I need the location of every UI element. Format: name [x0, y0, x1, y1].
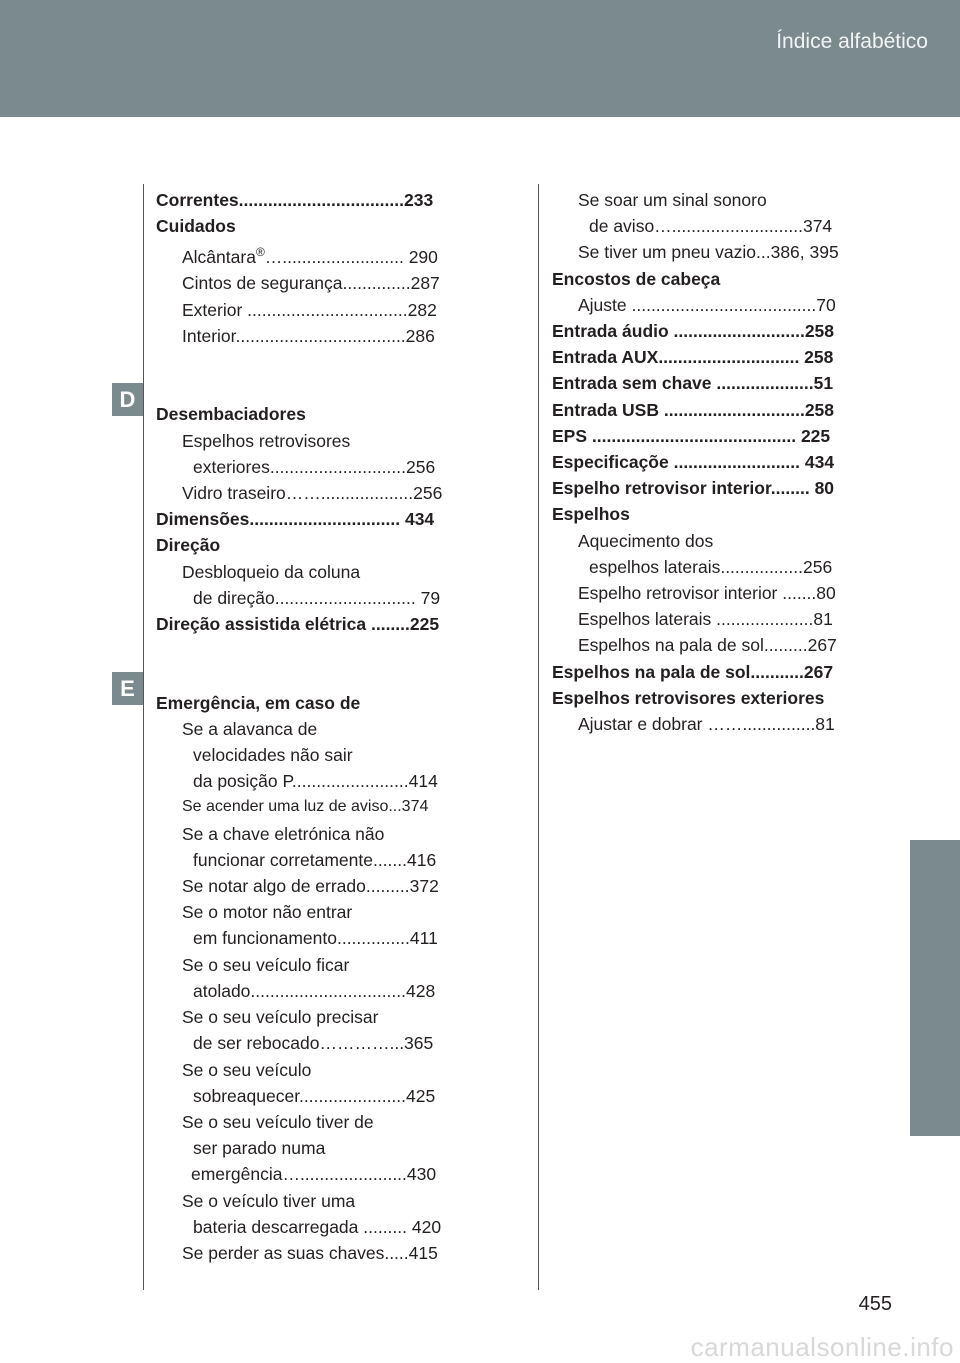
index-entry: Espelho retrovisor interior........ 80 — [552, 478, 835, 499]
index-entry: Entrada áudio ...........................258 — [552, 321, 835, 342]
letter-tab-d: D — [112, 383, 143, 416]
index-entry: de ser rebocado…………...365 — [193, 1033, 434, 1054]
index-entry: Espelhos na pala de sol...........267 — [552, 661, 834, 682]
index-entry: Se tiver um pneu vazio...386, 395 — [578, 242, 839, 263]
index-entry: Exterior .................................282 — [182, 299, 437, 320]
index-entry: Desbloqueio da coluna — [182, 561, 361, 582]
page-number: 455 — [858, 1293, 892, 1315]
index-entry: Se o seu veículo tiver de — [182, 1111, 374, 1132]
index-entry: Se o motor não entrar — [182, 902, 353, 923]
index-entry: de aviso…...........................374 — [589, 216, 833, 237]
index-entry: espelhos laterais.................256 — [589, 556, 833, 577]
index-entry: Se a alavanca de — [182, 718, 318, 739]
index-entry: Interior...................................286 — [182, 325, 435, 346]
index-entry: Encostos de cabeça — [552, 268, 721, 289]
index-entry: Entrada sem chave ....................51 — [552, 373, 834, 394]
index-entry: EPS .......................................... 225 — [552, 425, 831, 446]
index-entry — [156, 239, 466, 270]
index-entry: Se notar algo de errado.........372 — [182, 876, 439, 897]
index-entry: Direção assistida elétrica ........225 — [156, 614, 440, 635]
index-entry: Vidro traseiro……...................256 — [182, 483, 443, 504]
page-header — [0, 0, 960, 117]
index-entry: da posição P........................414 — [193, 771, 438, 792]
index-entry: Ajustar e dobrar ……...............81 — [578, 714, 835, 735]
letter-tab-e: E — [112, 672, 143, 705]
column-divider-middle — [538, 184, 539, 1290]
index-entry: Dimensões............................... 434 — [156, 509, 435, 530]
column-divider-left — [143, 184, 144, 1290]
index-entry: exteriores............................256 — [193, 456, 436, 477]
index-entry: Se o seu veículo precisar — [182, 1007, 379, 1028]
index-entry: bateria descarregada ......... 420 — [193, 1216, 442, 1237]
index-entry: sobreaquecer......................425 — [193, 1085, 436, 1106]
index-entry: Espelho retrovisor interior .......80 — [578, 583, 836, 604]
index-entry: de direção............................. 79 — [193, 587, 441, 608]
index-entry: Espelhos laterais ....................81 — [578, 609, 833, 630]
entry-text: …......................... 290 — [264, 247, 438, 268]
index-entry: Se a chave eletrónica não — [182, 823, 385, 844]
index-entry: Entrada USB .............................258 — [552, 399, 835, 420]
watermark: carmanualsonline.info — [690, 1332, 954, 1362]
index-entry: Direção — [156, 535, 221, 556]
index-entry: Desembaciadores — [156, 404, 306, 425]
index-entry: Espelhos — [552, 504, 630, 525]
index-entry: Espelhos retrovisores exteriores — [552, 687, 825, 708]
index-entry: funcionar corretamente.......416 — [193, 849, 437, 870]
index-entry: velocidades não sair — [193, 745, 353, 766]
index-entry: Se perder as suas chaves.....415 — [182, 1242, 438, 1263]
index-entry: Se o seu veículo — [182, 1059, 312, 1080]
index-entry: Especificaçõe .......................... 434 — [552, 452, 835, 473]
section-side-tab — [910, 840, 960, 1136]
index-entry: em funcionamento...............411 — [193, 928, 438, 949]
registered-mark: ® — [255, 245, 265, 260]
index-entry: Se o seu veículo ficar — [182, 954, 350, 975]
entry-text: Alcântara — [182, 247, 256, 268]
index-entry: Correntes..................................233 — [156, 190, 434, 210]
index-column-1 — [156, 187, 466, 1266]
header-title: Índice alfabético — [776, 30, 928, 53]
index-column-2 — [552, 187, 862, 737]
index-entry: Emergência, em caso de — [156, 692, 361, 713]
index-entry: Espelhos retrovisores — [182, 430, 351, 451]
index-entry: Se o veículo tiver uma — [182, 1190, 356, 1211]
index-entry: Entrada AUX............................. 258 — [552, 347, 834, 368]
index-entry: Aquecimento dos — [578, 530, 714, 551]
index-entry: Se soar um sinal sonoro — [578, 190, 767, 210]
index-entry: Se acender uma luz de aviso...374 — [182, 798, 429, 816]
index-entry: Cintos de segurança..............287 — [182, 273, 440, 294]
index-entry: atolado................................428 — [193, 980, 436, 1001]
index-entry: Ajuste ......................................70 — [578, 294, 836, 315]
index-entry: emergência…......................430 — [191, 1164, 437, 1185]
index-entry: Espelhos na pala de sol.........267 — [578, 635, 837, 656]
index-entry: ser parado numa — [193, 1138, 326, 1159]
index-entry: Cuidados — [156, 216, 236, 237]
